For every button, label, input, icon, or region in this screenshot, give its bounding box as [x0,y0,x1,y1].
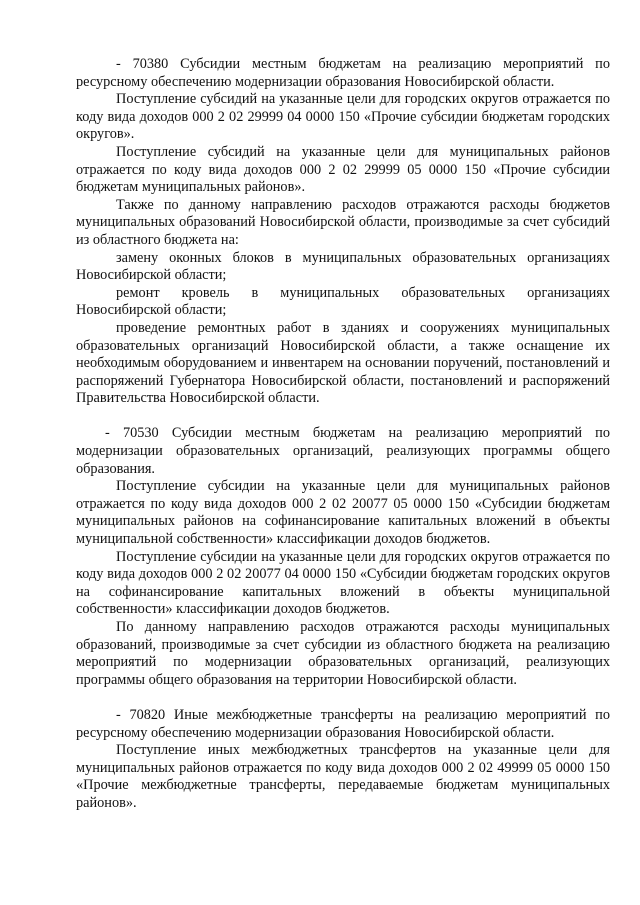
section-70530 [76,425,610,689]
document-body [76,56,610,813]
paragraph: замену оконных блоков в муниципальных образовательных организациях Новосибирской области; [76,249,610,284]
paragraph: Поступление субсидий на указанные цели для муниципальных районов отражается по коду вида доходов 000 2 02 29999 05 0000 150 «Прочие субсидии бюджетам муниципальных районов». [76,143,610,196]
paragraph-heading-70820: - 70820 Иные межбюджетные трансферты на реализацию мероприятий по ресурсному обеспечению модернизации образования Новосибирской области. [76,706,610,741]
paragraph-heading-70530: - 70530 Субсидии местным бюджетам на реализацию мероприятий по модернизации образовательных организаций, реализующих программы общего образования. [76,425,610,477]
section-70380 [76,56,610,408]
section-spacer [76,408,610,426]
paragraph: По данному направлению расходов отражаются расходы муниципальных образований, производимые за счет субсидии из областного бюджета на реализацию мероприятий по модернизации образовательных организаций, реализующих программы общего образования на территории Новосибирской области. [76,619,610,688]
section-spacer [76,689,610,707]
paragraph: Поступление иных межбюджетных трансфертов на указанные цели для муниципальных районов отражается по коду вида доходов 000 2 02 49999 05 0000 150 «Прочие межбюджетные трансферты, передаваемые бюджетам муниципальных районов». [76,742,610,811]
section-70820 [76,707,610,813]
paragraph: Поступление субсидии на указанные цели для муниципальных районов отражается по коду вида доходов 000 2 02 20077 05 0000 150 «Субсидии бюджетам муниципальных районов на софинансирование капитальных вложений в объекты муниципальной собственности» классификации доходов бюджетов. [76,478,610,548]
paragraph: Поступление субсидий на указанные цели для городских округов отражается по коду вида доходов 000 2 02 29999 04 0000 150 «Прочие субсидии бюджетам городских округов». [76,91,610,143]
paragraph: проведение ремонтных работ в зданиях и сооружениях муниципальных образовательных организаций Новосибирской области, а также оснащение их необходимым оборудованием и инвентарем на основании поручений, постановлений и распоряжений Губернатора Новосибирской области, постановлений и распоряжений Правительства Новосибирской области. [76,319,610,407]
paragraph: Поступление субсидии на указанные цели для городских округов отражается по коду вида доходов 000 2 02 20077 04 0000 150 «Субсидии бюджетам городских округов на софинансирование капитальных вложений в объекты муниципальной собственности» классификации доходов бюджетов. [76,548,610,618]
paragraph: Также по данному направлению расходов отражаются расходы бюджетов муниципальных образований Новосибирской области, производимые за счет субсидий из областного бюджета на: [76,196,610,248]
paragraph-heading-70380: - 70380 Субсидии местным бюджетам на реализацию мероприятий по ресурсному обеспечению модернизации образования Новосибирской области. [76,56,610,90]
paragraph: ремонт кровель в муниципальных образовательных организациях Новосибирской области; [76,284,610,319]
